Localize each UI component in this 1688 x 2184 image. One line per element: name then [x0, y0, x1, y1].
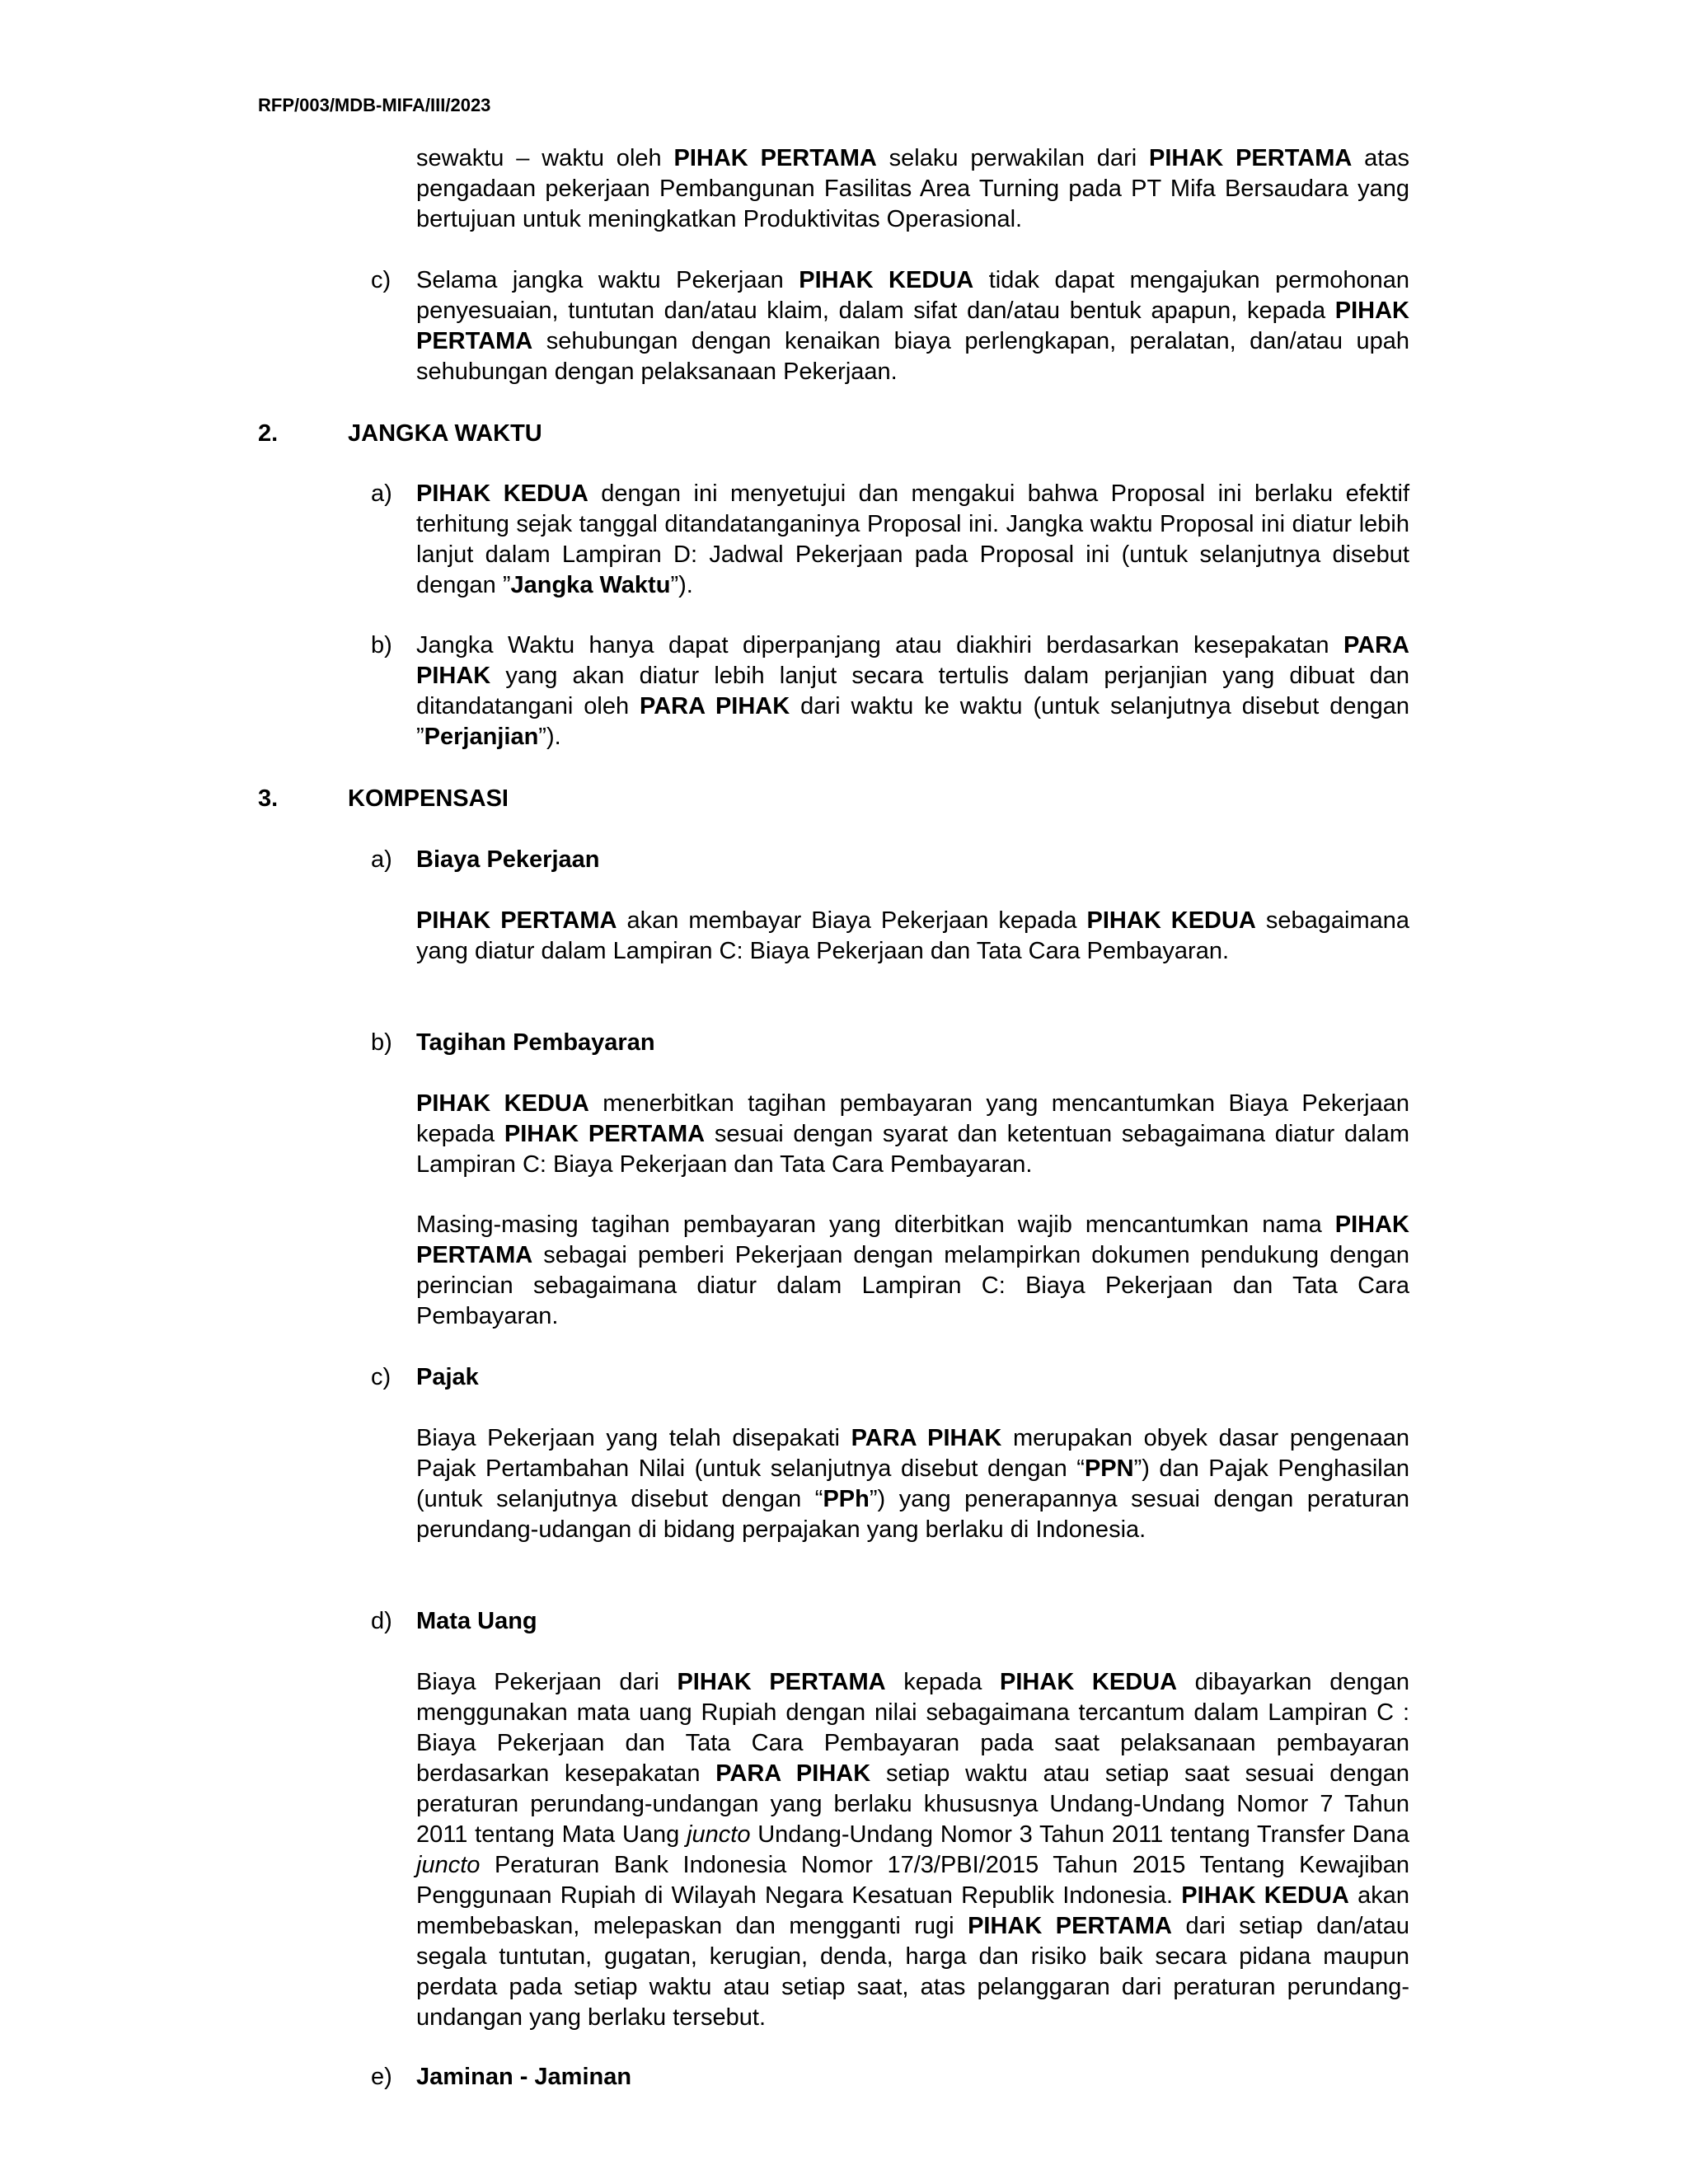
section2-item-a-paragraph: PIHAK KEDUA dengan ini menyetujui dan mengakui bahwa Proposal ini berlaku efektif terhitung sejak tanggal ditandatanganinya Proposal ini. Jangka waktu Proposal ini diatur lebih lanjut dalam Lampiran D: Jadwal Pekerjaan pada Proposal ini (untuk selanjutnya disebut dengan ”Jangka Waktu”).: [416, 480, 1409, 598]
section3-item-d-paragraph: Biaya Pekerjaan dari PIHAK PERTAMA kepada PIHAK KEDUA dibayarkan dengan menggunakan mata uang Rupiah dengan nilai sebagaimana tercantum dalam Lampiran C : Biaya Pekerjaan dan Tata Cara Pembayaran pada saat pelaksanaan pembayaran berdasarkan kesepakatan PARA PIHAK setiap waktu atau setiap saat sesuai dengan peraturan perundang-undangan yang berlaku khususnya Undang-Undang Nomor 7 Tahun 2011 tentang Mata Uang juncto Undang-Undang Nomor 3 Tahun 2011 tentang Transfer Dana juncto Peraturan Bank Indonesia Nomor 17/3/PBI/2015 Tahun 2015 Tentang Kewajiban Penggunaan Rupiah di Wilayah Negara Kesatuan Republik Indonesia. PIHAK KEDUA akan membebaskan, melepaskan dan mengganti rugi PIHAK PERTAMA dari setiap dan/atau segala tuntutan, gugatan, kerugian, denda, harga dan risiko baik secara pidana maupun perdata pada setiap waktu atau setiap saat, atas pelanggaran dari peraturan perundang-undangan yang berlaku tersebut.: [416, 1669, 1409, 2031]
item-label-c: c): [371, 267, 392, 293]
subsection-heading: Jaminan - Jaminan: [416, 2064, 632, 2090]
item-label-a: a): [371, 480, 392, 507]
section-number: 3.: [258, 785, 279, 812]
item-c-paragraph: Selama jangka waktu Pekerjaan PIHAK KEDUA tidak dapat mengajukan permohonan penyesuaian, tuntutan dan/atau klaim, dalam sifat dan/atau bentuk apapun, kepada PIHAK PERTAMA sehubungan dengan kenaikan biaya perlengkapan, peralatan, dan/atau upah sehubungan dengan pelaksanaan Pekerjaan.: [416, 267, 1409, 385]
subsection-heading: Biaya Pekerjaan: [416, 846, 600, 873]
subsection-heading: Tagihan Pembayaran: [416, 1029, 655, 1056]
item-label-b: b): [371, 1029, 392, 1056]
item-label-e: e): [371, 2064, 392, 2090]
section3-item-c-paragraph: Biaya Pekerjaan yang telah disepakati PARA PIHAK merupakan obyek dasar pengenaan Pajak Pertambahan Nilai (untuk selanjutnya disebut dengan “PPN”) dan Pajak Penghasilan (untuk selanjutnya disebut dengan “PPh”) yang penerapannya sesuai dengan peraturan perundang-udangan di bidang perpajakan yang berlaku di Indonesia.: [416, 1425, 1410, 1543]
section3-item-a-paragraph: PIHAK PERTAMA akan membayar Biaya Pekerjaan kepada PIHAK KEDUA sebagaimana yang diatur dalam Lampiran C: Biaya Pekerjaan dan Tata Cara Pembayaran.: [416, 907, 1409, 964]
item-label-a: a): [371, 846, 392, 873]
section-title: JANGKA WAKTU: [348, 420, 542, 447]
item-label-d: d): [371, 1608, 392, 1634]
item-label-b: b): [371, 632, 392, 658]
document-reference: RFP/003/MDB-MIFA/III/2023: [258, 95, 491, 115]
continuation-paragraph: sewaktu – waktu oleh PIHAK PERTAMA selaku perwakilan dari PIHAK PERTAMA atas pengadaan pekerjaan Pembangunan Fasilitas Area Turning pada PT Mifa Bersaudara yang bertujuan untuk meningkatkan Produktivitas Operasional.: [416, 145, 1409, 232]
section-number: 2.: [258, 420, 279, 447]
section3-item-b-paragraph-1: PIHAK KEDUA menerbitkan tagihan pembayaran yang mencantumkan Biaya Pekerjaan kepada PIHAK PERTAMA sesuai dengan syarat dan ketentuan sebagaimana diatur dalam Lampiran C: Biaya Pekerjaan dan Tata Cara Pembayaran.: [416, 1090, 1410, 1178]
item-label-c: c): [371, 1364, 392, 1390]
section3-item-b-paragraph-2: Masing-masing tagihan pembayaran yang diterbitkan wajib mencantumkan nama PIHAK PERTAMA sebagai pemberi Pekerjaan dengan melampirkan dokumen pendukung dengan perincian sebagaimana diatur dalam Lampiran C: Biaya Pekerjaan dan Tata Cara Pembayaran.: [416, 1212, 1409, 1329]
subsection-heading: Pajak: [416, 1364, 479, 1390]
section-title: KOMPENSASI: [348, 785, 509, 812]
subsection-heading: Mata Uang: [416, 1608, 537, 1634]
section2-item-b-paragraph: Jangka Waktu hanya dapat diperpanjang atau diakhiri berdasarkan kesepakatan PARA PIHAK yang akan diatur lebih lanjut secara tertulis dalam perjanjian yang dibuat dan ditandatangani oleh PARA PIHAK dari waktu ke waktu (untuk selanjutnya disebut dengan ”Perjanjian”).: [416, 632, 1409, 750]
